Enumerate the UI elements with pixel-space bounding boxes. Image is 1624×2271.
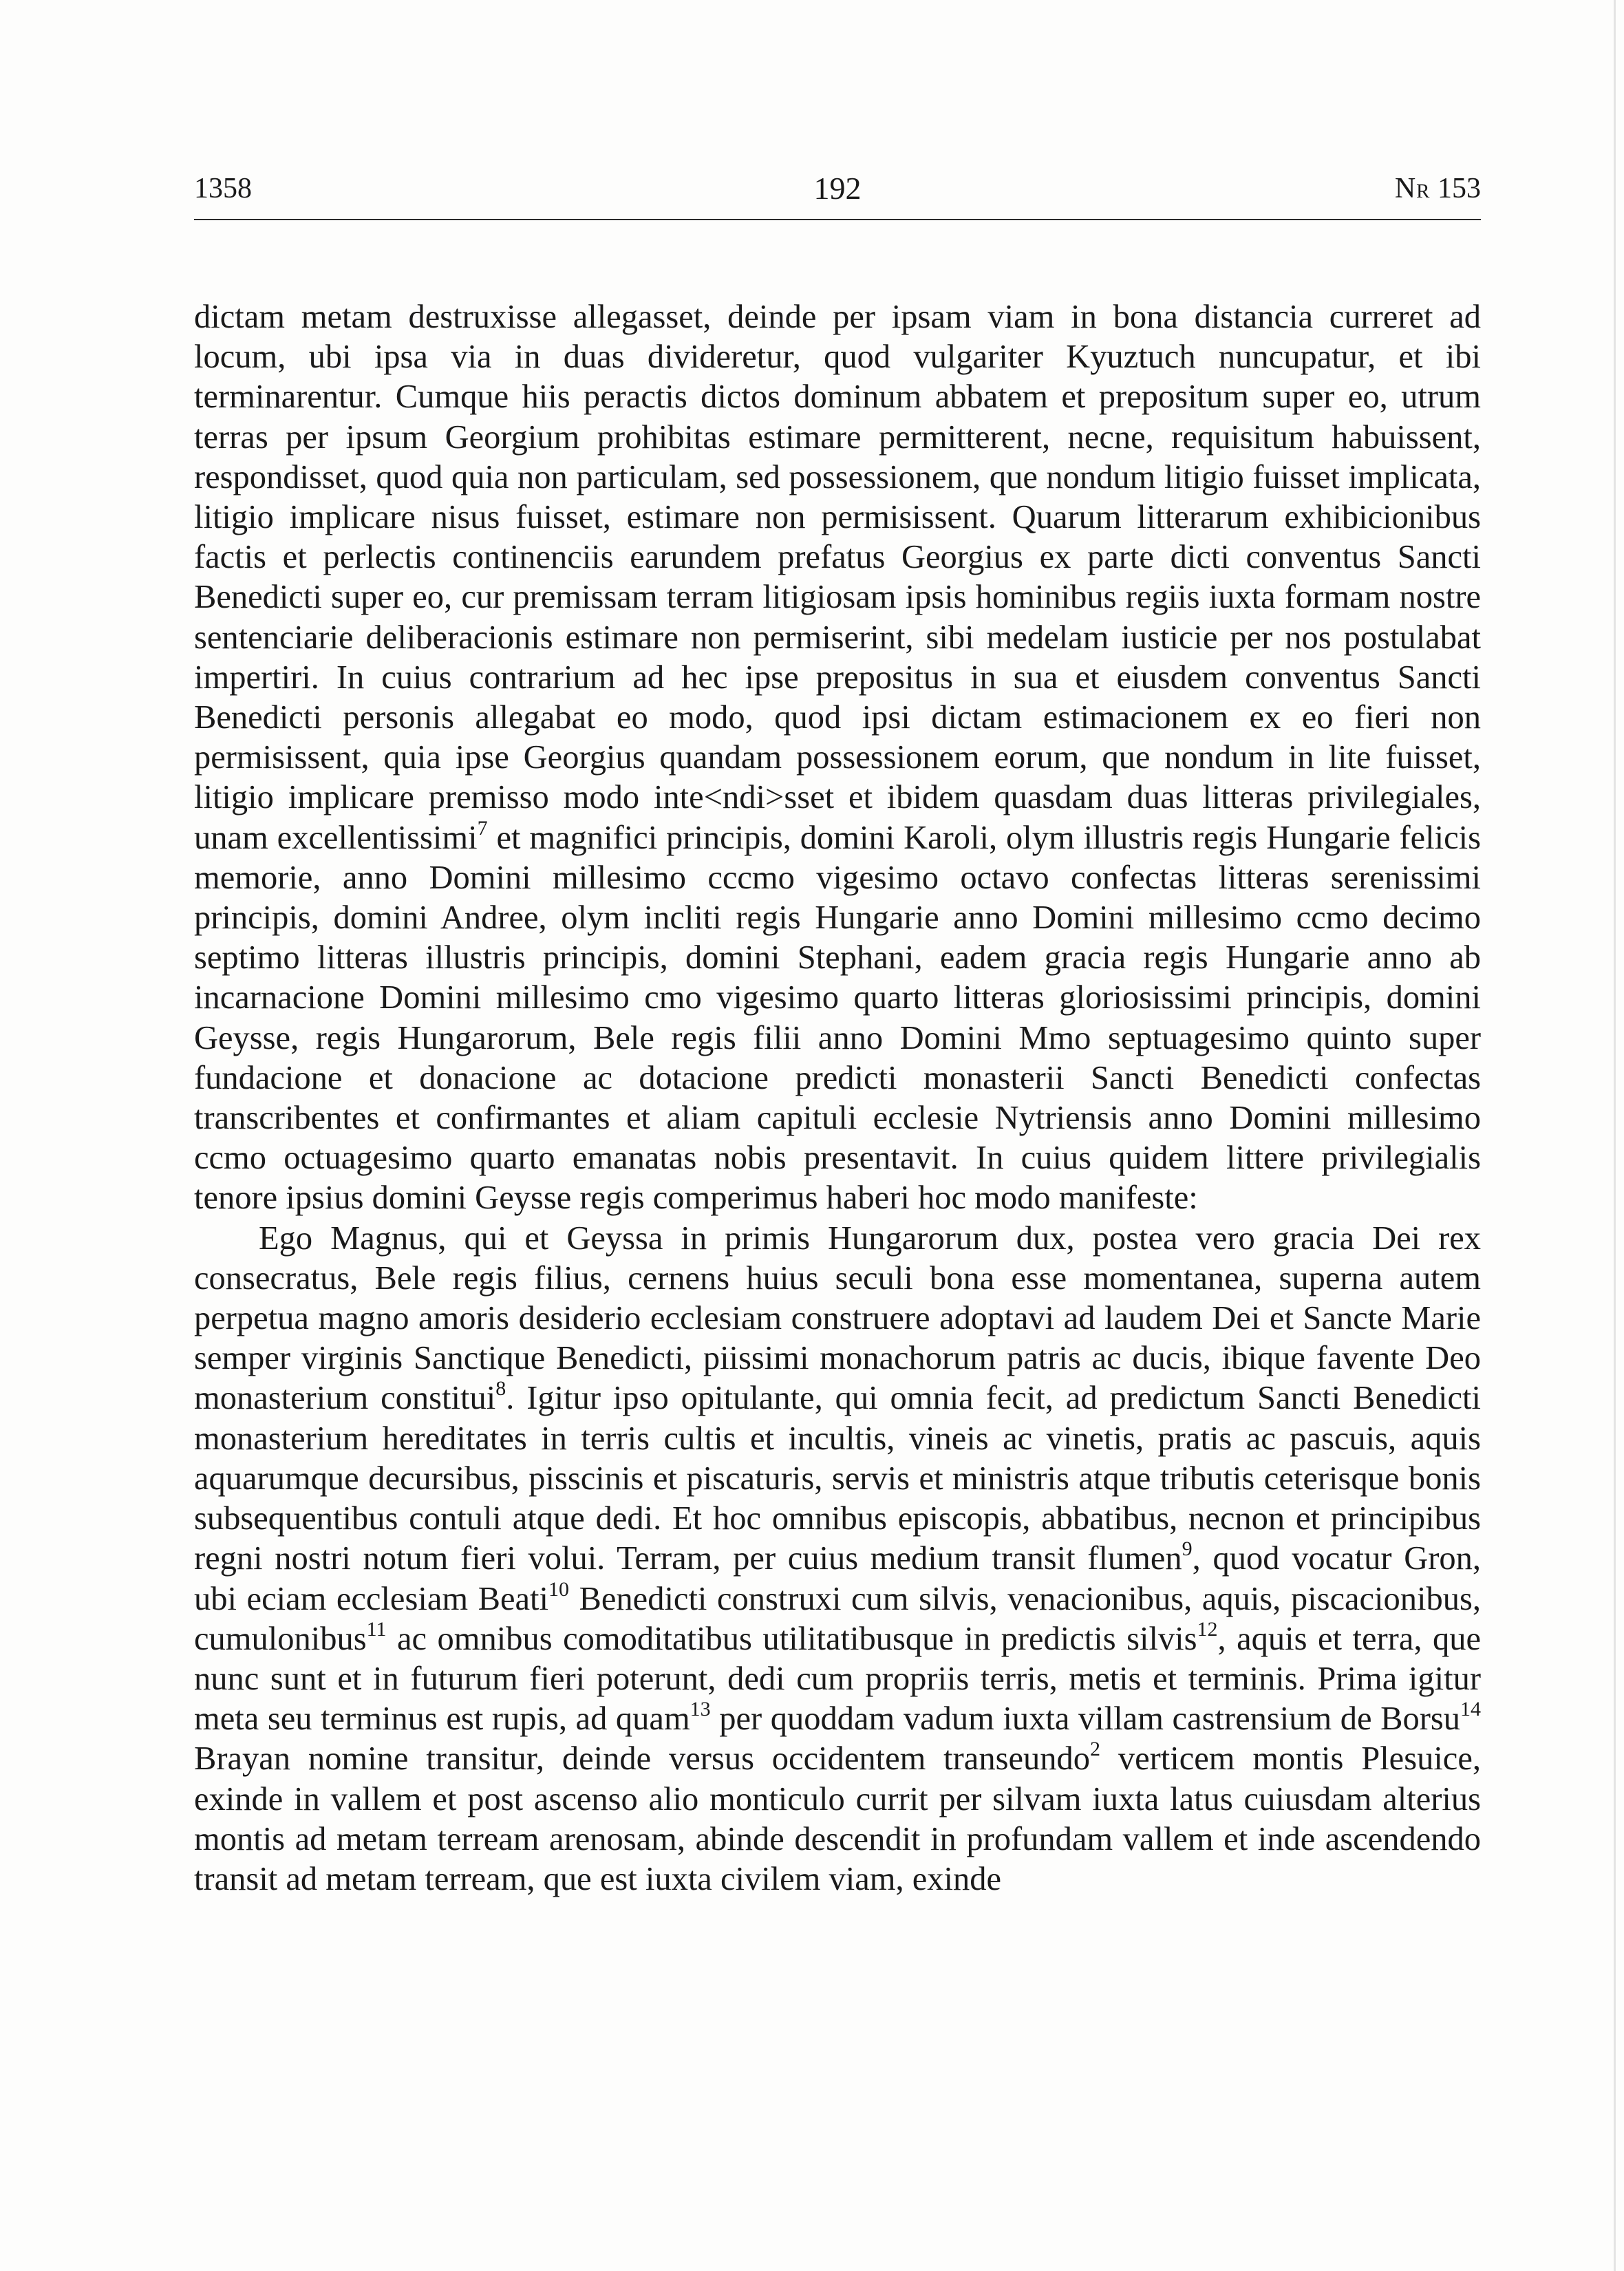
footnote-ref: 10 [548, 1577, 569, 1601]
footnote-ref: 11 [366, 1617, 387, 1641]
text-segment: Brayan nomine transitur, deinde versus occidentem transeundo [194, 1740, 1090, 1778]
paragraph-2 [194, 1219, 1481, 1899]
text-segment: Benedicti construxi cum silvis, venacionibus, aquis, piscacionibus, cumulonibus [194, 1580, 1481, 1657]
paragraph-1 [194, 297, 1481, 1219]
footnote-ref: 9 [1182, 1537, 1193, 1561]
text-segment: per quoddam vadum iuxta villam castrensium de Borsu [710, 1700, 1460, 1738]
text-segment: Ego Magnus, qui et Geyssa in primis Hungarorum dux, postea vero gracia Dei rex consecratus, Bele regis filius, cernens huius seculi bona esse momentanea, superna autem perpetua magno amoris desiderio ecclesiam construere adoptavi ad laudem Dei et Sancte Marie semper virginis Sanctique Benedicti, piissimi monachorum patris ac ducis, ibique favente Deo monasterium constitui [194, 1219, 1481, 1417]
text-segment: et magnifici principis, domini Karoli, olym illustris regis Hungarie felicis memorie, anno Domini millesimo cccmo vigesimo octavo confectas litteras serenissimi principis, domini Andree, olym incliti regis Hungarie anno Domini millesimo ccmo decimo septimo litteras illustris principis, domini Stephani, eadem gracia regis Hungarie anno ab incarnacione Domini millesimo cmo vigesimo quarto litteras gloriosissimi principis, domini Geysse, regis Hungarorum, Bele regis filii anno Domini Mmo septuagesimo quinto super fundacione et donacione ac dotacione predicti monasterii Sancti Benedicti confectas transcribentes et confirmantes et aliam capituli ecclesie Nytriensis anno Domini millesimo ccmo octuagesimo quarto emanatas nobis presentavit. In cuius quidem littere privilegialis tenore ipsius domini Geysse regis comperimus haberi hoc modo manifeste: [194, 819, 1481, 1217]
header-rule [194, 219, 1481, 220]
text-segment: , aquis et terra, que nunc sunt et in futurum fieri poterunt, dedi cum propriis terris, metis et terminis. Prima igitur meta seu terminus est rupis, ad quam [194, 1620, 1481, 1738]
text-segment: verticem montis Plesuice, exinde in vallem et post ascenso alio monticulo currit per silvam iuxta latus cuiusdam alterius montis ad metam terream arenosam, abinde descendit in profundam vallem et inde ascendendo transit ad metam terream, que est iuxta civilem viam, exinde [194, 1740, 1481, 1897]
footnote-ref: 13 [690, 1698, 711, 1721]
footnote-ref: 12 [1197, 1617, 1218, 1641]
text-segment: , quod vocatur Gron, ubi eciam ecclesiam Beati [194, 1540, 1481, 1617]
header-year: 1358 [194, 173, 252, 204]
document-number-prefix: Nr [1394, 173, 1431, 204]
running-head [194, 164, 1481, 213]
document-number-value: 153 [1438, 173, 1481, 204]
body-text [194, 297, 1481, 1899]
text-segment: . Igitur ipso opitulante, qui omnia fecit, ad predictum Sancti Benedicti monasterium hereditates in terris cultis et incultis, vineis ac vinetis, pratis ac pascuis, aquis aquarumque decursibus, pisscinis et piscaturis, servis et ministris atque tributis ceterisque bonis subsequentibus contuli atque dedi. Et hoc omnibus episcopis, abbatibus, necnon et principibus regni nostri notum fieri volui. Terram, per cuius medium transit flumen [194, 1380, 1481, 1577]
page-number: 192 [813, 171, 862, 206]
footnote-ref: 2 [1089, 1738, 1100, 1761]
text-segment: ac omnibus comoditatibus utilitatibusque in predictis silvis [386, 1620, 1197, 1657]
footnote-ref: 7 [477, 816, 488, 840]
document-number [1395, 164, 1481, 213]
footnote-ref: 8 [495, 1377, 506, 1400]
page-edge-line [1614, 0, 1616, 2271]
footnote-ref: 14 [1460, 1698, 1481, 1721]
text-segment: dictam metam destruxisse allegasset, deinde per ipsam viam in bona distancia curreret ad locum, ubi ipsa via in duas divideretur, quod vulgariter Kyuztuch nuncupatur, et ibi terminarentur. Cumque hiis peractis dictos dominum abbatem et prepositum super eo, utrum terras per ipsum Georgium prohibitas estimare permitterent, necne, requisitum habuissent, respondisset, quod quia non particulam, sed possessionem, que nondum litigio fuisset implicata, litigio implicare nisus fuisset, estimare non permisissent. Quarum litterarum exhibicionibus factis et perlectis continenciis earundem prefatus Georgius ex parte dicti conventus Sancti Benedicti super eo, cur premissam terram litigiosam ipsis hominibus regiis iuxta formam nostre sentenciarie deliberacionis estimare non permiserint, sibi medelam iusticie per nos postulabat impertiri. In cuius contrarium ad hec ipse prepositus in sua et eiusdem conventus Sancti Benedicti personis allegabat eo modo, quod ipsi dictam estimacionem ex eo fieri non permisissent, quia ipse Georgius quandam possessionem eorum, que nondum in lite fuisset, litigio implicare premisso modo inte<ndi>sset et ibidem quasdam duas litteras privilegiales, unam excellentissimi [194, 299, 1481, 856]
